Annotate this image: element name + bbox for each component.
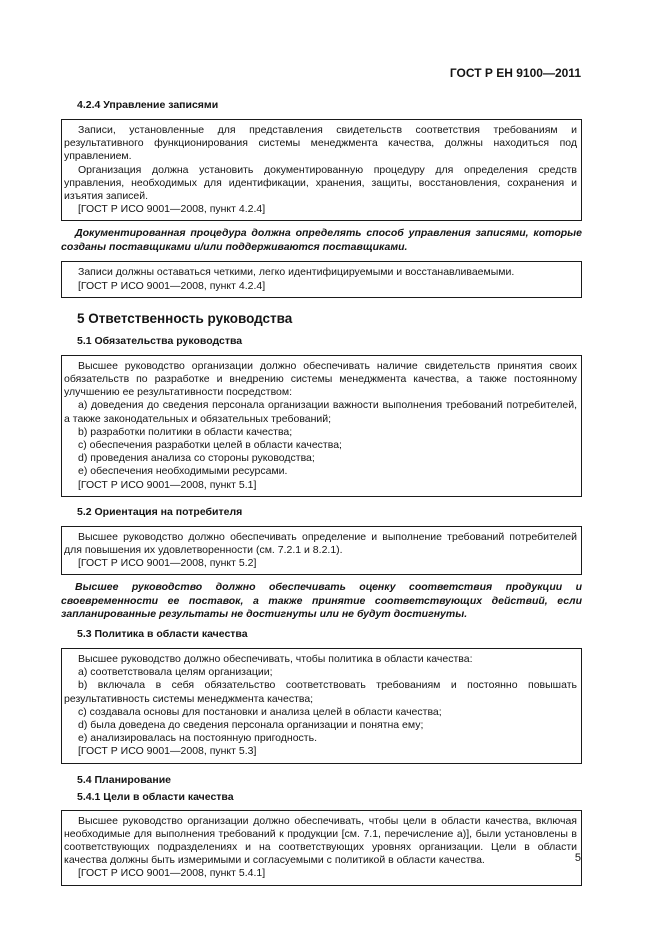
list-item: e) обеспечения необходимыми ресурсами. [78,465,288,478]
paragraph: Высшее руководство должно обеспечивать определение и выполнение требований потребителей для повышения их удовлетворенности (см. 7.2.1 и 8.2.1). [64,530,577,557]
section-heading-5-4-1: 5.4.1 Цели в области качества [77,790,234,803]
list-item: а) соответствовала целям организации; [78,666,273,679]
section-heading-5-2: 5.2 Ориентация на потребителя [77,505,243,518]
page-content [61,99,582,886]
reference: [ГОСТ Р ИСО 9001—2008, пункт 4.2.4] [78,203,266,216]
list-item: b) включала в себя обязательство соответствовать требованиям и постоянно повышать результативность системы менеджмента качества; [64,679,577,705]
list-item: а) доведения до сведения персонала организации важности выполнения требований потребителей, а также законодательных и обязательных требований; [64,399,577,425]
quote-box-4-2-4-b [61,261,582,297]
list-item: c) обеспечения разработки целей в области качества; [78,439,342,452]
quote-box-5-2 [61,526,582,576]
section-heading-4-2-4: 4.2.4 Управление записями [77,99,219,111]
quote-box-5-4-1 [61,810,582,886]
list-item: e) анализировалась на постоянную пригодность. [78,732,317,745]
italic-requirement: Документированная процедура должна определять способ управления записями, которые созданы поставщиками и/или поддерживаются поставщиками. [61,227,582,253]
list-item: d) была доведена до сведения персонала организации и понятна ему; [78,718,424,731]
paragraph: Записи, установленные для представления свидетельств соответствия требованиям и результативного функционирования системы менеджмента качества, должны находиться под управлением. [64,124,577,163]
paragraph: Высшее руководство организации должно обеспечивать, чтобы цели в области качества, включая необходимые для выполнения требований к продукции [см. 7.1, перечисление а)], были установлены в соответствующих подразделениях и на соответствующих уровнях организации. Цели в области качества должны быть измеримыми и согласуемыми с политикой в области качества. [64,814,577,867]
reference: [ГОСТ Р ИСО 9001—2008, пункт 5.2] [78,557,257,570]
standard-header: ГОСТ Р ЕН 9100—2011 [449,66,581,80]
section-heading-5-3: 5.3 Политика в области качества [77,627,248,640]
quote-box-4-2-4-a [61,119,582,221]
quote-box-5-3 [61,648,582,764]
quote-box-5-1 [61,355,582,497]
paragraph: Записи должны оставаться четкими, легко идентифицируемыми и восстанавливаемыми. [78,266,515,279]
section-heading-5-1: 5.1 Обязательства руководства [77,334,243,347]
list-item: c) создавала основы для постановки и анализа целей в области качества; [78,705,442,718]
reference: [ГОСТ Р ИСО 9001—2008, пункт 5.1] [78,478,257,491]
italic-requirement: Высшее руководство должно обеспечивать оценку соответствия продукции и своевременности ее поставок, а также принятие соответствующих действий, если запланированные результаты не достигнуты или не будут достигнуты. [61,581,582,621]
section-heading-5-4: 5.4 Планирование [77,773,171,786]
list-item: d) проведения анализа со стороны руководства; [78,452,315,465]
paragraph: Высшее руководство организации должно обеспечивать наличие свидетельств принятия своих обязательств по разработке и внедрению системы менеджмента качества, а также постоянному улучшению ее результативности посредством: [64,359,577,399]
reference: [ГОСТ Р ИСО 9001—2008, пункт 5.3] [78,745,257,758]
paragraph: Высшее руководство должно обеспечивать, чтобы политика в области качества: [78,652,473,665]
list-item: b) разработки политики в области качества; [78,425,293,438]
paragraph: Организация должна установить документированную процедуру для определения средств управления, необходимых для идентификации, хранения, защиты, восстановления, сохранения и изъятия записей. [64,163,577,203]
section-heading-5: 5 Ответственность руководства [77,310,293,326]
reference: [ГОСТ Р ИСО 9001—2008, пункт 4.2.4] [78,279,266,292]
page-number: 5 [574,852,581,864]
reference: [ГОСТ Р ИСО 9001—2008, пункт 5.4.1] [78,867,266,880]
